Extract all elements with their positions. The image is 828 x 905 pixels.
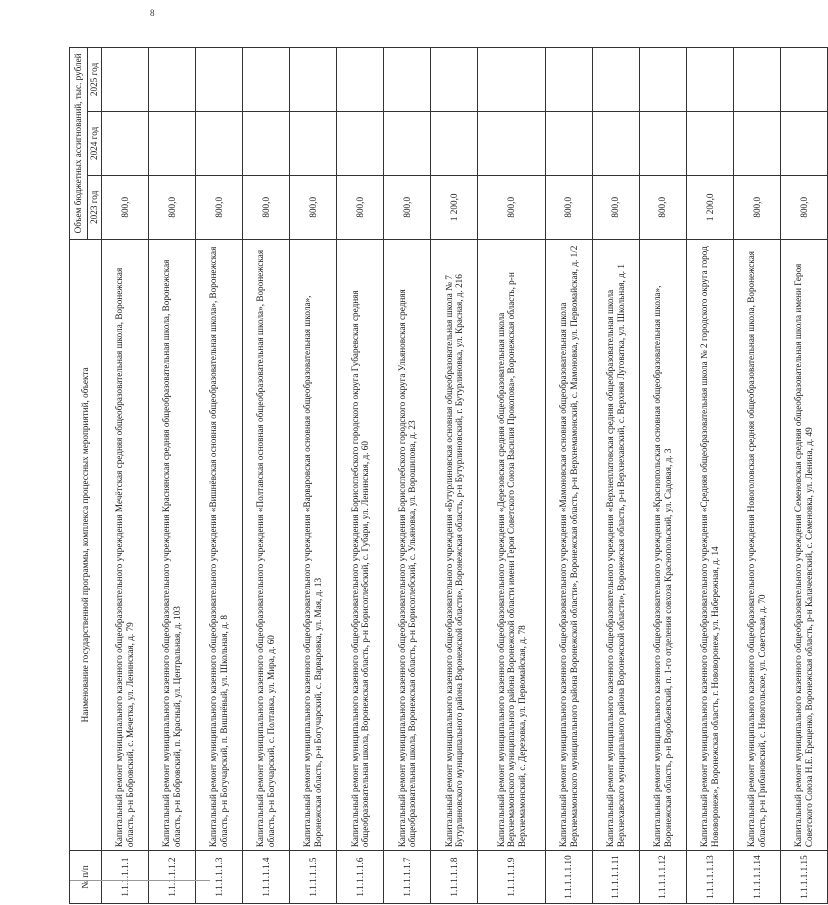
value-2025: [686, 48, 733, 112]
year-header: 2025 год: [88, 48, 102, 112]
rotated-table-wrapper: [69, 47, 828, 904]
row-number: 1.1.1.1.1.8: [431, 851, 478, 904]
budget-table: [69, 47, 828, 904]
footer-line: [70, 880, 210, 881]
table-row: [780, 48, 827, 904]
value-2024: [290, 111, 337, 175]
table-row: [639, 48, 686, 904]
value-2025: [478, 48, 546, 112]
value-2023: 800,0: [149, 175, 196, 239]
value-2025: [149, 48, 196, 112]
row-number: 1.1.1.1.1.5: [290, 851, 337, 904]
value-2025: [196, 48, 243, 112]
value-2025: [592, 48, 639, 112]
value-2025: [337, 48, 384, 112]
row-number: 1.1.1.1.1.13: [686, 851, 733, 904]
year-header: 2024 год: [88, 111, 102, 175]
value-2024: [733, 111, 780, 175]
rotated-table-box: [69, 47, 828, 904]
row-description: Капитальный ремонт муниципального казенного общеобразовательного учреждения «Мамоновская основная общеобразовательная школа Верхнемамонского муниципального района Воронежской области», Воронежская область, р-н Верхнемамонский, с. Мамоновка, ул. Первомайская, д. 1/2: [545, 239, 592, 850]
value-2023: 800,0: [290, 175, 337, 239]
value-2024: [431, 111, 478, 175]
row-number: 1.1.1.1.1.15: [780, 851, 827, 904]
table-row: [478, 48, 546, 904]
value-2025: [780, 48, 827, 112]
row-description: Капитальный ремонт муниципального казенного общеобразовательного учреждения «Средняя общеобразовательная школа № 2 городского округа город Нововоронеж», Воронежская область, г. Нововоронеж, ул. Набережная, д. 14: [686, 239, 733, 850]
value-2025: [545, 48, 592, 112]
row-description: Капитальный ремонт муниципального казенного общеобразовательного учреждения «Дерезовская средняя общеобразовательная школа Верхнемамонского муниципального района Воронежской области имени Героя Советского Союза Василия Прокопова», Воронежская область, р-н Верхнемамонский, с. Дерезовка, ул. Первомайская, д. 78: [478, 239, 546, 850]
row-number: 1.1.1.1.1.4: [243, 851, 290, 904]
row-description: Капитальный ремонт муниципального казенного общеобразовательного учреждения Борисоглебского городского округа Губаревская средняя общеобразовательная школа, Воронежская область, р-н Борисоглебский, с. Губари, ул. Ленинская, д. 60: [337, 239, 384, 850]
value-2023: 800,0: [639, 175, 686, 239]
value-2023: 800,0: [733, 175, 780, 239]
row-description: Капитальный ремонт муниципального казенного общеобразовательного учреждения Мечётская средняя общеобразовательная школа, Воронежская область, р-н Бобровский, с. Мечетка, ул. Ленинская, д. 79: [102, 239, 149, 850]
row-description: Капитальный ремонт муниципального казенного общеобразовательного учреждения «Бутурлиновская основная общеобразовательная школа № 7 Бутурлиновского муниципального района Воронежской области», Воронежская область, р-н Бутурлиновский, г. Бутурлиновка, ул. Красная, д. 216: [431, 239, 478, 850]
col-volume-header: Объем бюджетных ассигнований, тыс. рублей: [70, 48, 88, 240]
row-description: Капитальный ремонт муниципального казенного общеобразовательного учреждения «Верхнеплатовская средняя общеобразовательная школа Верхнехавского муниципального района Воронежской области», Воронежская область, р-н Верхнехавский, с. Верхняя Луговатка, ул. Школьная, д. 1: [592, 239, 639, 850]
table-row: [337, 48, 384, 904]
table-row: [243, 48, 290, 904]
value-2024: [243, 111, 290, 175]
row-description: Капитальный ремонт муниципального казенного общеобразовательного учреждения «Варваровская основная общеобразовательная школа», Воронежская область, р-н Богучарский, с. Варваровка, ул. Мая, д. 13: [290, 239, 337, 850]
value-2024: [592, 111, 639, 175]
row-number: 1.1.1.1.1.1: [102, 851, 149, 904]
value-2023: 800,0: [196, 175, 243, 239]
value-2024: [196, 111, 243, 175]
value-2024: [639, 111, 686, 175]
value-2024: [686, 111, 733, 175]
row-number: 1.1.1.1.1.11: [592, 851, 639, 904]
value-2025: [290, 48, 337, 112]
value-2024: [478, 111, 546, 175]
value-2024: [780, 111, 827, 175]
table-row: [196, 48, 243, 904]
row-number: 1.1.1.1.1.7: [384, 851, 431, 904]
value-2025: [733, 48, 780, 112]
row-number: 1.1.1.1.1.6: [337, 851, 384, 904]
value-2023: 800,0: [478, 175, 546, 239]
table-row: [102, 48, 149, 904]
value-2024: [545, 111, 592, 175]
row-description: Капитальный ремонт муниципального казенного общеобразовательного учреждения Новоголовская средняя общеобразовательная школа, Воронежская область, р-н Грибановский, с. Новогольское, ул. Советская, д. 70: [733, 239, 780, 850]
value-2025: [431, 48, 478, 112]
row-description: Капитальный ремонт муниципального казенного общеобразовательного учреждения Семеновская средняя общеобразовательная школа имени Героя Советского Союза Н.Е. Ерещенко, Воронежская область, р-н Калачеевский, с. Семеновка, ул. Ленина, д. 49: [780, 239, 827, 850]
row-number: 1.1.1.1.1.10: [545, 851, 592, 904]
value-2025: [639, 48, 686, 112]
table-row: [149, 48, 196, 904]
year-header: 2023 год: [88, 175, 102, 239]
row-number: 1.1.1.1.1.9: [478, 851, 546, 904]
value-2023: 800,0: [780, 175, 827, 239]
row-number: 1.1.1.1.1.14: [733, 851, 780, 904]
col-name-header: Наименование государственной программы, комплекса процессных мероприятий, объекта: [70, 239, 102, 850]
row-number: 1.1.1.1.1.3: [196, 851, 243, 904]
row-description: Капитальный ремонт муниципального казенного общеобразовательного учреждения Краснянская средняя общеобразовательная школа, Воронежская область, р-н Бобровский, п. Красный, ул. Центральная, д. 103: [149, 239, 196, 850]
table-row: [545, 48, 592, 904]
value-2023: 1 200,0: [686, 175, 733, 239]
row-description: Капитальный ремонт муниципального казенного общеобразовательного учреждения Борисоглебского городского округа Ульяновская средняя общеобразовательная школа, Воронежская область, р-н Борисоглебский, с. Ульяновка, ул. Ворошилова, д. 23: [384, 239, 431, 850]
row-description: Капитальный ремонт муниципального казенного общеобразовательного учреждения «Полтавская основная общеобразовательная школа», Воронежская область, р-н Богучарский, с. Полтавка, ул. Мира, д. 60: [243, 239, 290, 850]
row-number: 1.1.1.1.1.12: [639, 851, 686, 904]
value-2023: 800,0: [243, 175, 290, 239]
value-2024: [384, 111, 431, 175]
value-2024: [337, 111, 384, 175]
row-description: Капитальный ремонт муниципального казенного общеобразовательного учреждения «Краснопольская основная общеобразовательная школа», Воронежская область, р-н Воробьевский, п. 1-го отделения совхоза Краснопольский, ул. Садовая, д. 3: [639, 239, 686, 850]
page-number: 8: [150, 8, 155, 18]
value-2023: 800,0: [384, 175, 431, 239]
row-number: 1.1.1.1.1.2: [149, 851, 196, 904]
table-row: [733, 48, 780, 904]
value-2023: 1 200,0: [431, 175, 478, 239]
value-2025: [243, 48, 290, 112]
value-2024: [149, 111, 196, 175]
row-description: Капитальный ремонт муниципального казенного общеобразовательного учреждения «Вишнёвская основная общеобразовательная школа», Воронежская область, р-н Богучарский, п. Вишнёвый, ул. Школьная, д. 8: [196, 239, 243, 850]
col-num-header: № п/п: [70, 851, 102, 904]
value-2023: 800,0: [337, 175, 384, 239]
value-2023: 800,0: [545, 175, 592, 239]
value-2023: 800,0: [102, 175, 149, 239]
table-row: [686, 48, 733, 904]
value-2025: [102, 48, 149, 112]
table-row: [384, 48, 431, 904]
value-2023: 800,0: [592, 175, 639, 239]
value-2025: [384, 48, 431, 112]
table-row: [431, 48, 478, 904]
table-row: [592, 48, 639, 904]
table-row: [290, 48, 337, 904]
value-2024: [102, 111, 149, 175]
